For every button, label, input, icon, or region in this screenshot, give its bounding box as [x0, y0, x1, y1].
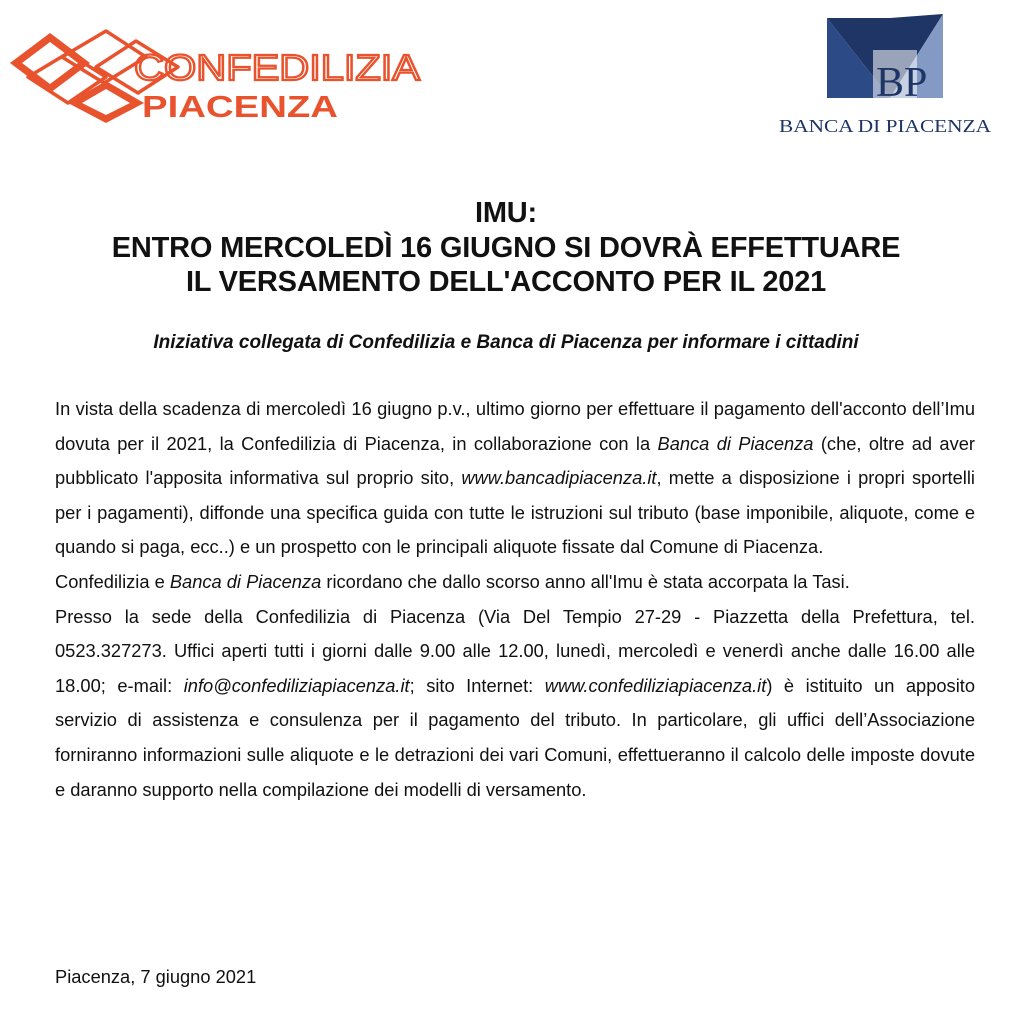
paragraph-1: In vista della scadenza di mercoledì 16 giugno p.v., ultimo giorno per effettuare il pagamento dell'acconto dell’Imu dovuta per il 2021, la Confedilizia di Piacenza, in collaborazione con la Banca di Piacenza (che, oltre ad aver pubblicato l'apposita informativa sul proprio sito, www.bancadipiacenza.it, mette a disposizione i propri sportelli per i pagamenti), diffonde una specifica guida con tutte le istruzioni sul tributo (base imponibile, aliquote, come e quando si paga, ecc..) e un prospetto con le principali aliquote fissate dal Comune di Piacenza.: [55, 398, 975, 558]
paragraph-2: Confedilizia e Banca di Piacenza ricordano che dallo scorso anno all'Imu è stata accorpata la Tasi.: [55, 570, 850, 592]
bank-name: Banca di Piacenza: [657, 432, 814, 454]
bp-monogram: BP: [876, 60, 928, 106]
place-date: Piacenza, 7 giugno 2021: [55, 966, 257, 987]
page-subtitle: Iniziativa collegata di Confedilizia e Banca di Piacenza per informare i cittadini: [153, 332, 859, 353]
confedilizia-logo: [6, 25, 426, 125]
title-line-2: ENTRO MERCOLEDÌ 16 GIUGNO SI DOVRÀ EFFETTUARE: [111, 231, 901, 264]
article-body: [55, 392, 975, 807]
bp-emblem-icon: [827, 14, 943, 106]
page-title: [0, 196, 1012, 300]
title-line-3: IL VERSAMENTO DELL'ACCONTO PER IL 2021: [185, 266, 827, 298]
confedilizia-wordmark: CONFEDILIZIA: [134, 47, 420, 88]
email-link[interactable]: info@confediliziapiacenza.it: [183, 674, 410, 696]
paragraph-3: Presso la sede della Confedilizia di Piacenza (Via Del Tempio 27-29 - Piazzetta della Prefettura, tel. 0523.327273. Uffici aperti tutti i giorni dalle 9.00 alle 12.00, lunedì, mercoledì e venerdì anche dalle 16.00 alle 18.00; e-mail: info@confediliziapiacenza.it; sito Internet: www.confediliziapiacenza.it) è istituito un apposito servizio di assistenza e consulenza per il pagamento del tributo. In particolare, gli uffici dell’Associazione forniranno informazioni sulle aliquote e le detrazioni dei vari Comuni, effettueranno il calcolo delle imposte dovute e daranno supporto nella compilazione dei modelli di versamento.: [55, 605, 976, 800]
banca-di-piacenza-wordmark: BANCA DI PIACENZA: [779, 116, 991, 136]
title-line-1: IMU:: [474, 197, 537, 229]
confedilizia-website-link[interactable]: www.confediliziapiacenza.it: [544, 674, 767, 696]
piacenza-wordmark: PIACENZA: [142, 89, 338, 124]
bank-name: Banca di Piacenza: [169, 570, 322, 592]
bank-website-link[interactable]: www.bancadipiacenza.it: [461, 467, 657, 489]
banca-di-piacenza-logo: [775, 12, 997, 140]
